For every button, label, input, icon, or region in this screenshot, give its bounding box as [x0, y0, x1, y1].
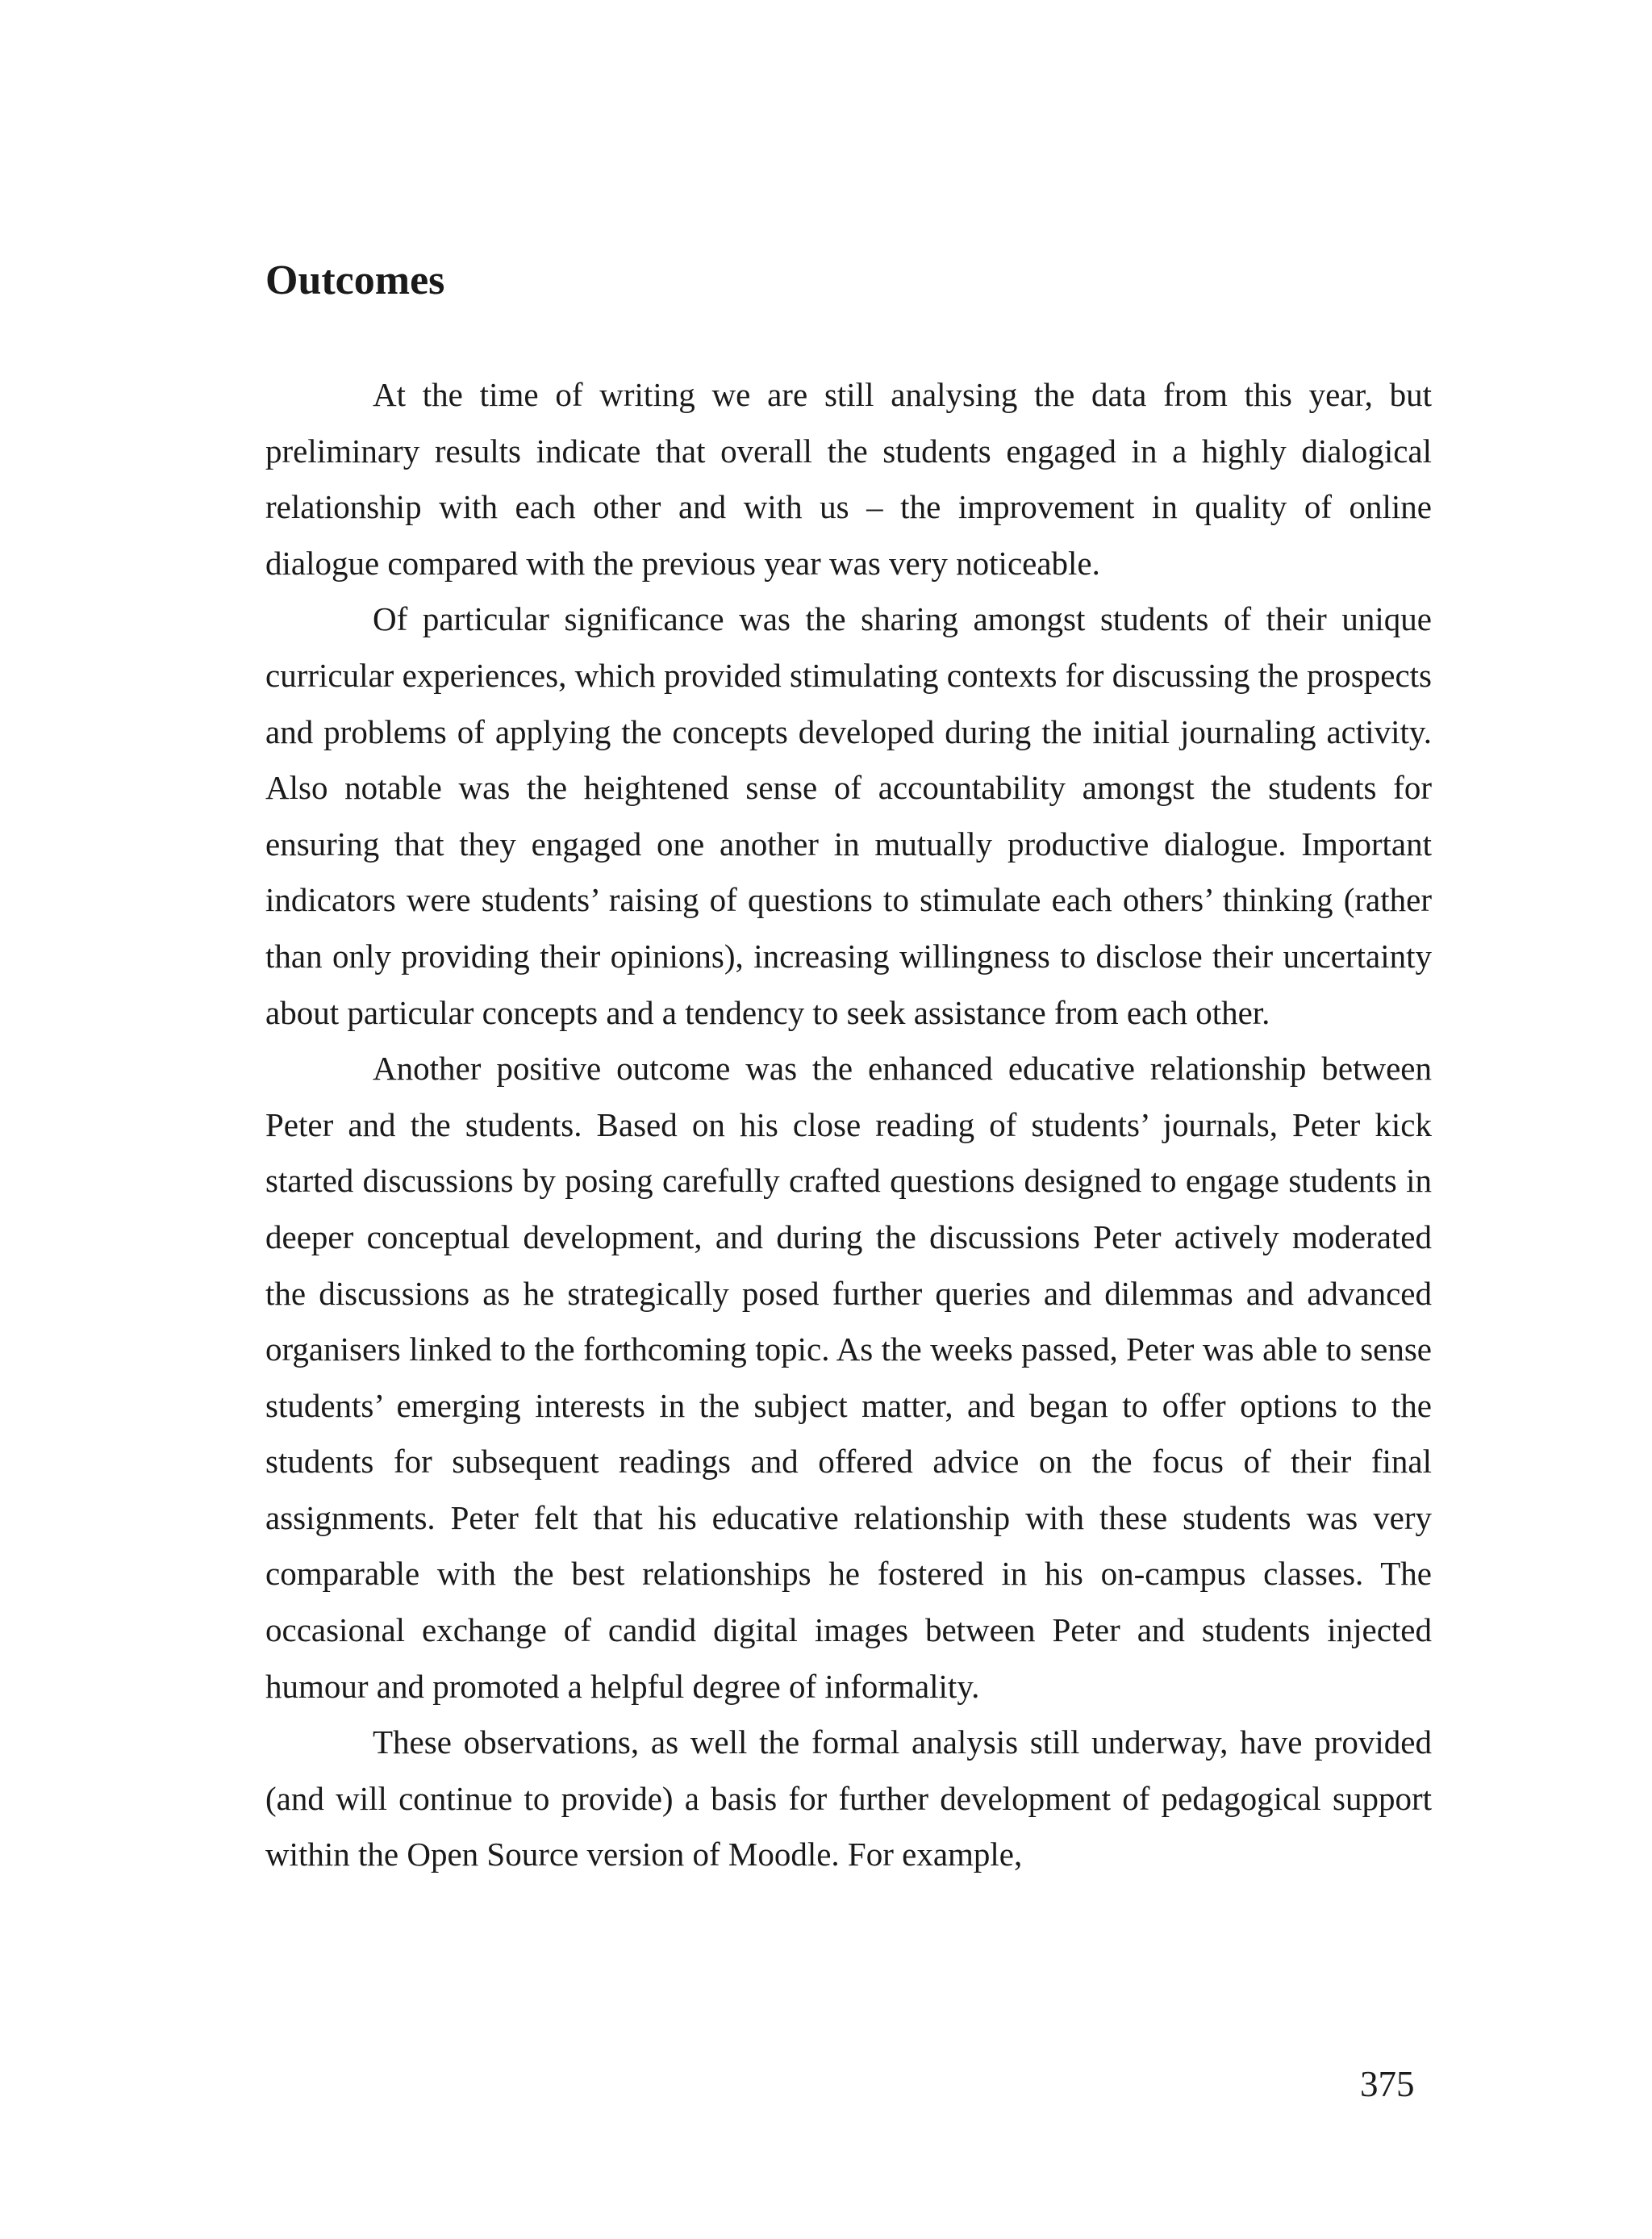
section-heading: Outcomes [265, 257, 445, 303]
paragraph-4: These observations, as well the formal analysis still underway, have provided (and will continue to provide) a basis for further development of pedagogical support within the Open Source version of Moodle. For example, [265, 1723, 1432, 1873]
body-text [265, 367, 1432, 1883]
paragraph-3: Another positive outcome was the enhanced educative relationship between Peter and the students. Based on his close reading of students’ journals, Peter kick started discussions by posing carefully crafted questions designed to engage students in deeper conceptual development, and during the discussions Peter actively moderated the discussions as he strategically posed further queries and dilemmas and advanced organisers linked to the forthcoming topic. As the weeks passed, Peter was able to sense students’ emerging interests in the subject matter, and began to offer options to the students for subsequent readings and offered advice on the focus of their final assignments. Peter felt that his educative relationship with these students was very comparable with the best relationships he fostered in his on-campus classes. The occasional exchange of candid digital images between Peter and students injected humour and promoted a helpful degree of informality. [265, 1050, 1432, 1705]
paragraph-2: Of particular significance was the sharing amongst students of their unique curricular experiences, which provided stimulating contexts for discussing the prospects and problems of applying the concepts developed during the initial journaling activity. Also notable was the heightened sense of accountability amongst the students for ensuring that they engaged one another in mutually productive dialogue. Important indicators were students’ raising of questions to stimulate each others’ thinking (rather than only providing their opinions), increasing willingness to disclose their uncertainty about particular concepts and a tendency to seek assistance from each other. [265, 600, 1432, 1031]
paragraph-1: At the time of writing we are still analysing the data from this year, but preliminary results indicate that overall the students engaged in a highly dialogical relationship with each other and with us – the improvement in quality of online dialogue compared with the previous year was very noticeable. [265, 376, 1432, 582]
page-number: 375 [1360, 2064, 1415, 2104]
